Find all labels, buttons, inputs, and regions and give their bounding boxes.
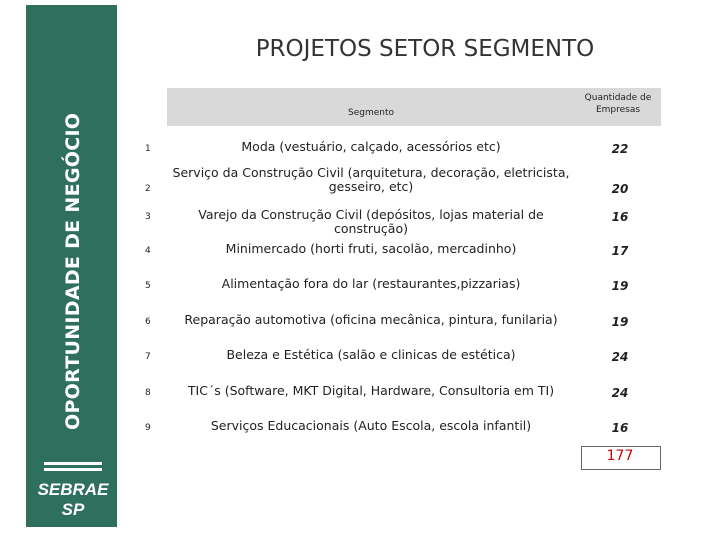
row-number: 8 (145, 388, 151, 398)
row-number: 4 (145, 246, 151, 256)
row-number: 3 (145, 212, 151, 222)
row-number: 5 (145, 281, 151, 291)
row-number: 1 (145, 144, 151, 154)
row-description: Beleza e Estética (salão e clinicas de estética) (226, 347, 516, 362)
row-number: 7 (145, 352, 151, 362)
row-description: Serviços Educacionais (Auto Escola, escola infantil) (210, 418, 532, 433)
total-value: 177 (606, 448, 634, 464)
header-segment-cell (167, 88, 575, 126)
segment-table (145, 80, 665, 475)
row-description: Moda (vestuário, calçado, acessórios etc) (241, 139, 501, 154)
row-description: Reparação automotiva (oficina mecânica, pintura, funilaria) (184, 312, 558, 327)
logo-name: SEBRAE (37, 480, 109, 499)
row-description: Varejo da Construção Civil (depósitos, lojas material de construção) (198, 207, 544, 236)
vertical-title: OPORTUNIDADE DE NEGÓCIO (62, 112, 84, 430)
row-quantity: 19 (611, 279, 629, 293)
row-quantity: 17 (611, 244, 629, 258)
row-description: Serviço da Construção Civil (arquitetura, decoração, eletricista, gesseiro, etc) (172, 165, 570, 194)
row-quantity: 19 (611, 315, 629, 329)
row-quantity: 24 (611, 386, 629, 400)
page-title: PROJETOS SETOR SEGMENTO (255, 36, 595, 62)
row-number: 6 (145, 317, 151, 327)
row-description: TIC´s (Software, MKT Digital, Hardware, Consultoria em TI) (187, 383, 555, 398)
row-quantity: 22 (611, 142, 629, 156)
row-quantity: 20 (611, 182, 629, 196)
row-quantity: 16 (611, 421, 629, 435)
row-description: Minimercado (horti fruti, sacolão, mercadinho) (225, 241, 517, 256)
logo-sub: SP (61, 500, 85, 519)
sebrae-logo (36, 462, 110, 524)
row-number: 2 (145, 184, 151, 194)
row-quantity: 16 (611, 210, 629, 224)
row-number: 9 (145, 423, 151, 433)
header-segment-label: Segmento (347, 108, 394, 118)
row-quantity: 24 (611, 350, 629, 364)
logo-bars-top (44, 462, 102, 474)
row-description: Alimentação fora do lar (restaurantes,pizzarias) (221, 276, 521, 291)
header-qty-label: Quantidade de Empresas (584, 93, 652, 115)
